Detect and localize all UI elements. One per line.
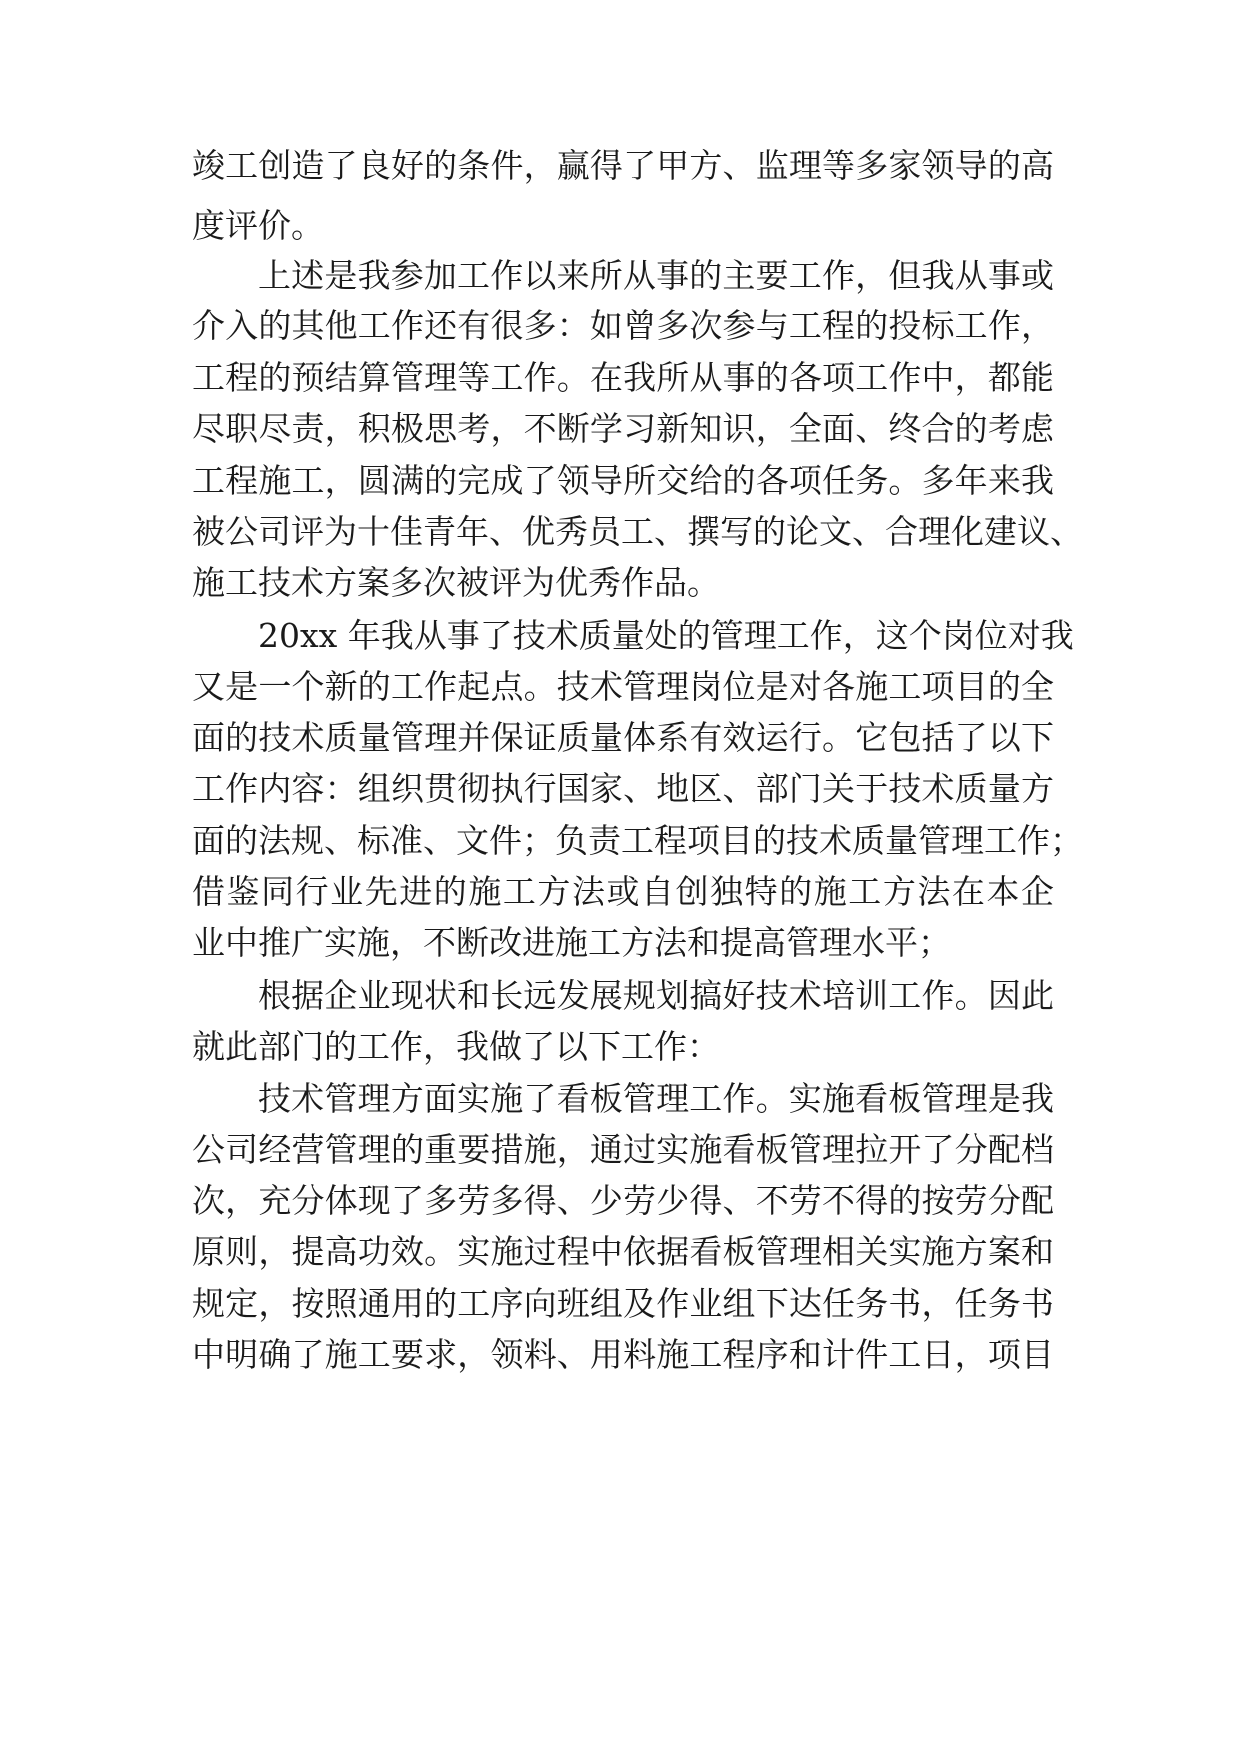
paragraph-line: 原则，提高功效。实施过程中依据看板管理相关实施方案和 xyxy=(192,1232,1054,1271)
paragraph-line: 被公司评为十佳青年、优秀员工、撰写的论文、合理化建议、 xyxy=(192,512,1083,551)
paragraph-line: 面的技术质量管理并保证质量体系有效运行。它包括了以下 xyxy=(192,718,1054,757)
paragraph-line: 业中推广实施，不断改进施工方法和提高管理水平； xyxy=(192,923,951,962)
paragraph-line: 中明确了施工要求，领料、用料施工程序和计件工日，项目 xyxy=(192,1335,1054,1374)
paragraph-first-line: 根据企业现状和长远发展规划搞好技术培训工作。因此 xyxy=(258,976,1054,1015)
paragraph-line: 规定，按照通用的工序向班组及作业组下达任务书，任务书 xyxy=(192,1284,1054,1323)
paragraph-line: 次，充分体现了多劳多得、少劳少得、不劳不得的按劳分配 xyxy=(192,1181,1054,1220)
paragraph-line: 就此部门的工作，我做了以下工作： xyxy=(192,1027,720,1066)
paragraph-line: 工作内容：组织贯彻执行国家、地区、部门关于技术质量方 xyxy=(192,769,1054,808)
paragraph-line: 面的法规、标准、文件；负责工程项目的技术质量管理工作； xyxy=(192,821,1083,860)
paragraph-line: 施工技术方案多次被评为优秀作品。 xyxy=(192,563,720,602)
paragraph-line: 介入的其他工作还有很多：如曾多次参与工程的投标工作， xyxy=(192,306,1054,345)
paragraph-line: 度评价。 xyxy=(192,206,324,245)
paragraph-line: 又是一个新的工作起点。技术管理岗位是对各施工项目的全 xyxy=(192,667,1054,706)
paragraph-line: 工程的预结算管理等工作。在我所从事的各项工作中，都能 xyxy=(192,358,1054,397)
paragraph-first-line: 技术管理方面实施了看板管理工作。实施看板管理是我 xyxy=(258,1079,1054,1118)
paragraph-line: 公司经营管理的重要措施，通过实施看板管理拉开了分配档 xyxy=(192,1130,1054,1169)
paragraph-line: 工程施工，圆满的完成了领导所交给的各项任务。多年来我 xyxy=(192,461,1054,500)
paragraph-line: 借鉴同行业先进的施工方法或自创独特的施工方法在本企 xyxy=(192,872,1054,911)
paragraph-line: 竣工创造了良好的条件，赢得了甲方、监理等多家领导的高 xyxy=(192,146,1054,185)
paragraph-first-line: 20xx 年我从事了技术质量处的管理工作，这个岗位对我 xyxy=(258,616,1074,655)
paragraph-line: 尽职尽责，积极思考，不断学习新知识，全面、终合的考虑 xyxy=(192,409,1054,448)
paragraph-first-line: 上述是我参加工作以来所从事的主要工作，但我从事或 xyxy=(258,256,1054,295)
